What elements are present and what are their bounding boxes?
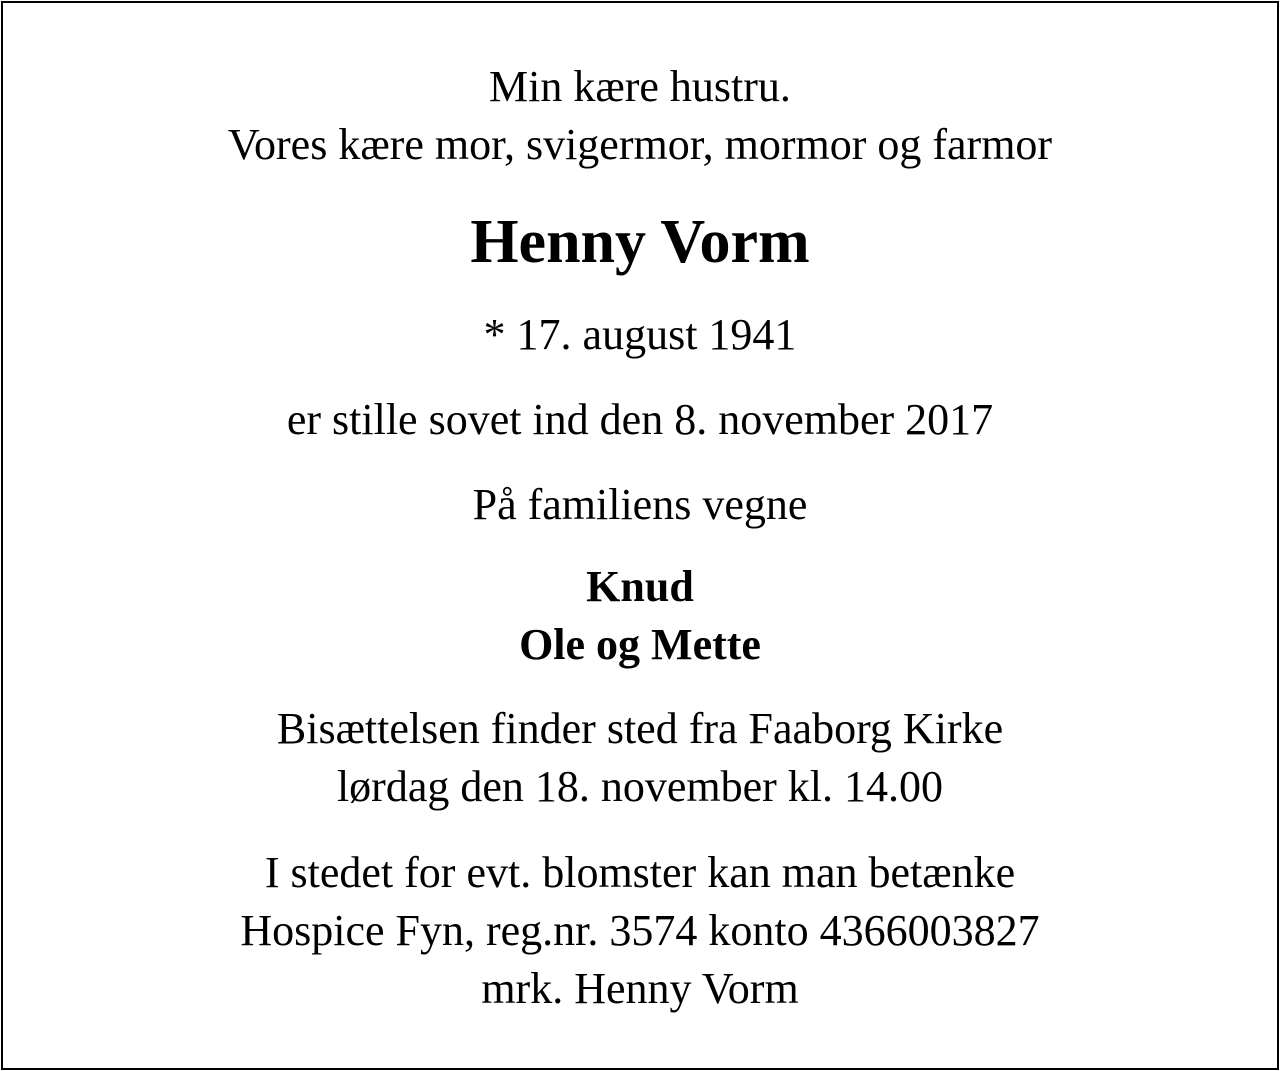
- intro-line-1: Min kære hustru.: [489, 62, 791, 111]
- birth-date: * 17. august 1941: [483, 310, 797, 359]
- intro-line-2: Vores kære mor, svigermor, mormor og farmor: [227, 120, 1053, 169]
- funeral-line-2: lørdag den 18. november kl. 14.00: [336, 762, 944, 811]
- donation-line-3: mrk. Henny Vorm: [481, 964, 799, 1013]
- donation-line-1: I stedet for evt. blomster kan man betænke: [264, 848, 1016, 897]
- obituary-notice: [1, 1, 1279, 1070]
- family-line-2: Ole og Mette: [519, 620, 761, 669]
- donation-line-2: Hospice Fyn, reg.nr. 3574 konto 4366003827: [240, 906, 1040, 955]
- on-behalf-text: På familiens vegne: [472, 480, 808, 529]
- family-line-1: Knud: [586, 562, 694, 611]
- death-date: er stille sovet ind den 8. november 2017: [286, 395, 994, 444]
- deceased-name: Henny Vorm: [470, 208, 810, 276]
- funeral-line-1: Bisættelsen finder sted fra Faaborg Kirke: [276, 704, 1004, 753]
